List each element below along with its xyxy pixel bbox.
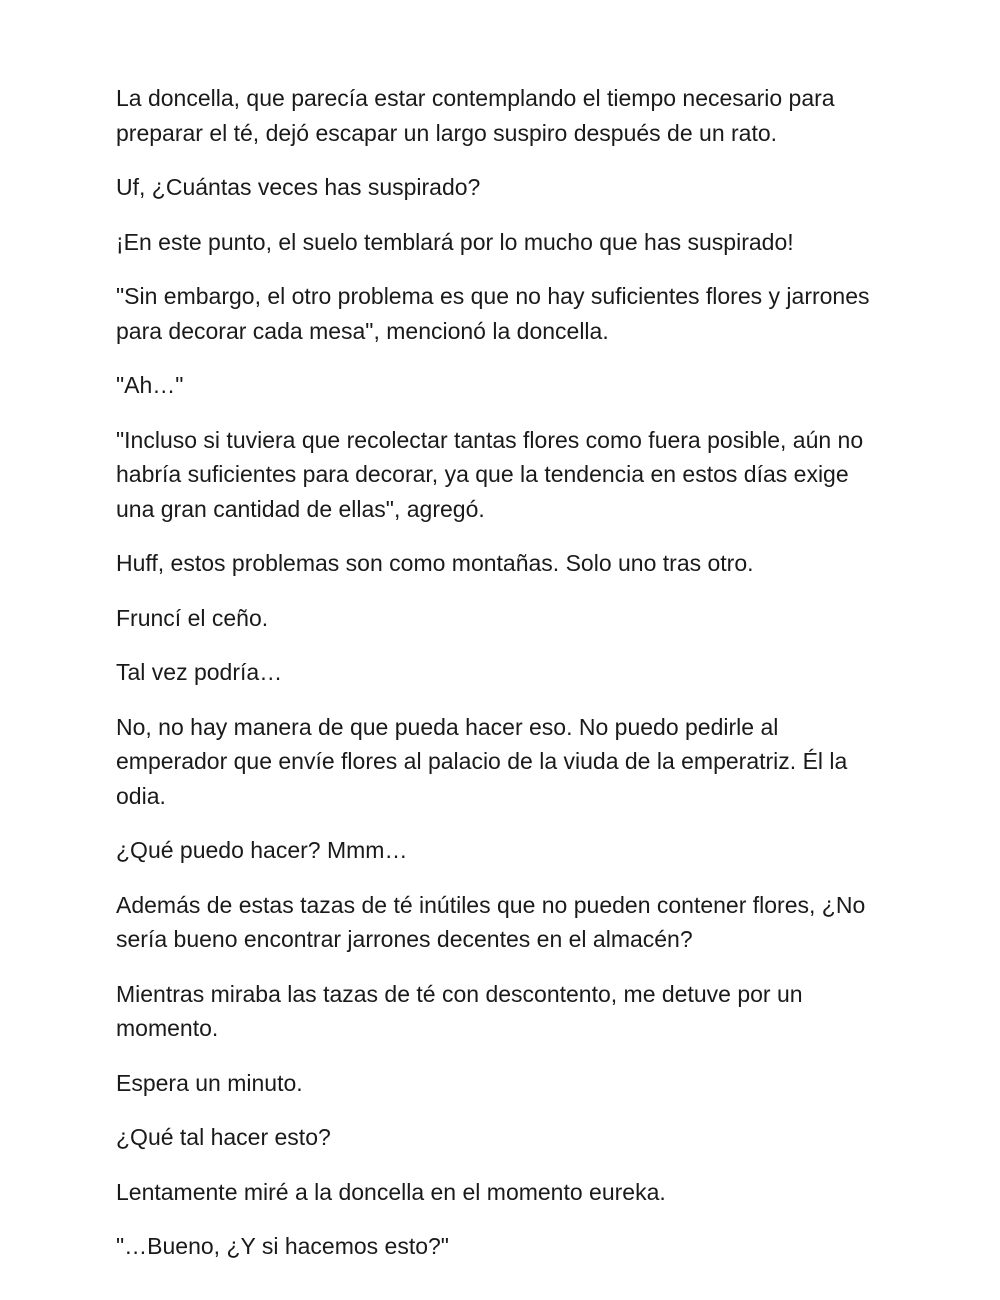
paragraph: Fruncí el ceño.: [116, 604, 269, 631]
paragraph: Uf, ¿Cuántas veces has suspirado?: [116, 174, 481, 200]
paragraph: Huff, estos problemas son como montañas. Solo uno tras otro.: [116, 550, 754, 576]
paragraph: Además de estas tazas de té inútiles que no pueden contener flores, ¿No sería bueno encontrar jarrones decentes en el almacén?: [116, 891, 866, 952]
document-body: [116, 81, 886, 1284]
paragraph: Espera un minuto.: [116, 1069, 303, 1096]
paragraph: "Ah…": [116, 372, 184, 398]
paragraph: No, no hay manera de que pueda hacer eso. No puedo pedirle al emperador que envíe flores al palacio de la viuda de la emperatriz. Él la odia.: [116, 713, 848, 809]
paragraph: ¿Qué puedo hacer? Mmm…: [116, 837, 408, 863]
paragraph: La doncella, que parecía estar contemplando el tiempo necesario para preparar el té, dejó escapar un largo suspiro después de un rato.: [116, 85, 835, 146]
paragraph: "Sin embargo, el otro problema es que no hay suficientes flores y jarrones para decorar cada mesa", mencionó la doncella.: [116, 283, 870, 344]
paragraph: Mientras miraba las tazas de té con descontento, me detuve por un momento.: [116, 980, 803, 1041]
paragraph: ¡En este punto, el suelo temblará por lo mucho que has suspirado!: [116, 228, 794, 255]
paragraph: "…Bueno, ¿Y si hacemos esto?": [116, 1233, 449, 1259]
paragraph: Tal vez podría…: [116, 659, 283, 685]
paragraph: "Incluso si tuviera que recolectar tantas flores como fuera posible, aún no habría suficientes para decorar, ya que la tendencia en estos días exige una gran cantidad de ellas", agregó.: [116, 426, 864, 522]
paragraph: ¿Qué tal hacer esto?: [116, 1124, 331, 1150]
paragraph: Lentamente miré a la doncella en el momento eureka.: [116, 1178, 666, 1205]
